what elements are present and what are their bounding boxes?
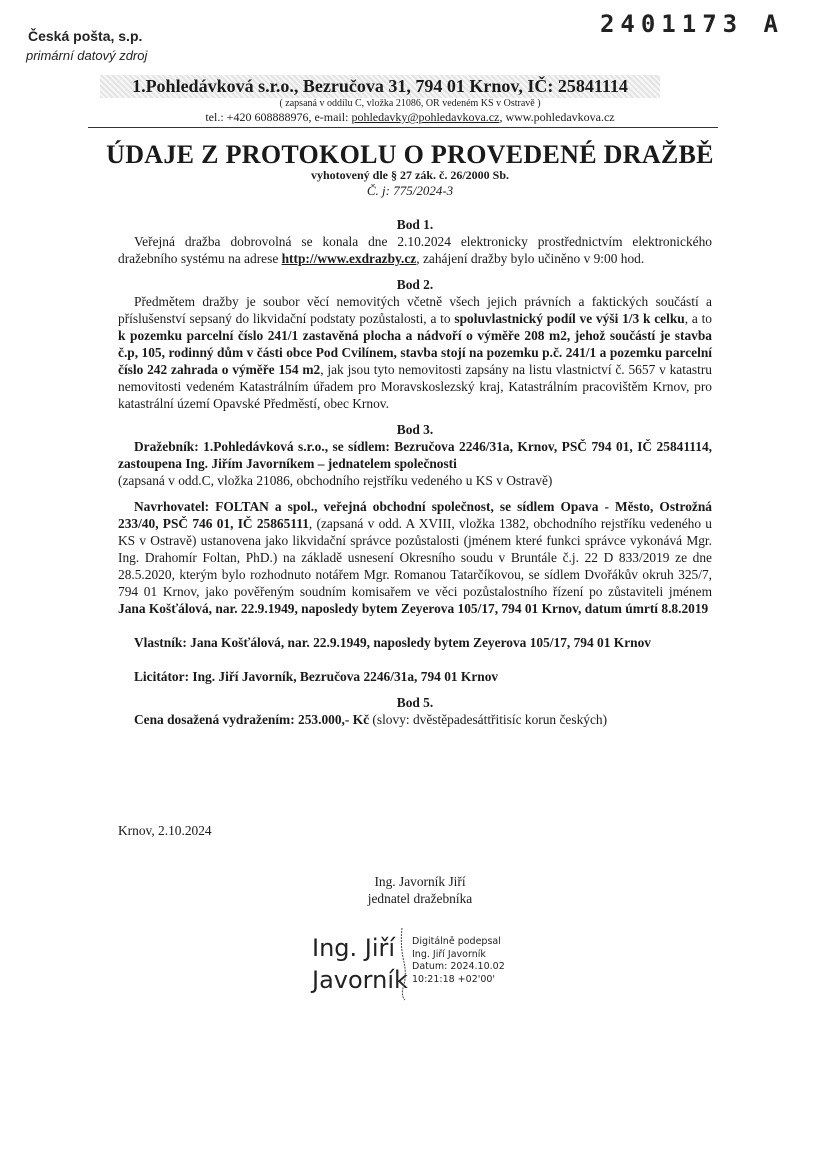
document-body bbox=[118, 216, 712, 728]
bod1-heading: Bod 1. bbox=[396, 217, 434, 232]
navrhovatel bbox=[118, 498, 712, 617]
drazebnik-note: (zapsaná v odd.C, vložka 21086, obchodního rejstříku vedeného u KS v Ostravě) bbox=[118, 473, 553, 488]
bod2-text bbox=[118, 293, 712, 412]
place-date: Krnov, 2.10.2024 bbox=[118, 823, 212, 838]
bod2-text-3: , jak jsou tyto nemovitosti zapsány na listu vlastnictví č. 5657 v katastru nemovitosti vedeném Katastrálním úřadem pro Moravskoslezský kraj, Katastrálním pracovištěm Krnov, pro katastrální území Opavské Předměstí, obec Krnov. bbox=[118, 362, 712, 411]
navrhovatel-deceased: Jana Košťálová, nar. 22.9.1949, naposledy bytem Zeyerova 105/17, 794 01 Krnov, datum úmrtí 8.8.2019 bbox=[118, 601, 709, 616]
reference-number-stamp: 2401173 A bbox=[599, 10, 784, 38]
digital-signature-name bbox=[312, 932, 408, 996]
signature-mark-icon bbox=[398, 926, 410, 1002]
vlastnik-bold: Vlastník: Jana Košťálová, nar. 22.9.1949, naposledy bytem Zeyerova 105/17, 794 01 Krnov bbox=[134, 635, 651, 650]
sig-info-line3: Datum: 2024.10.02 bbox=[412, 961, 505, 972]
navrhovatel-bold: Navrhovatel: FOLTAN a spol., veřejná obchodní společnost, se sídlem Opava - Město, Ostrožná 233/40, PSČ 746 01, IČ 25865111 bbox=[118, 499, 712, 531]
sig-name-line2: Javorník bbox=[312, 966, 408, 994]
drazebnik-bold: Dražebník: 1.Pohledávková s.r.o., se sídlem: Bezručova 2246/31a, Krnov, PSČ 794 01, IČ 25841114, zastoupena Ing. Jiřím Javorníkem – jednatelem společnosti bbox=[118, 439, 712, 471]
licitator bbox=[118, 668, 712, 685]
licitator-bold: Licitátor: Ing. Jiří Javorník, Bezručova 2246/31a, 794 01 Krnov bbox=[134, 669, 499, 684]
letterhead-registration: ( zapsaná v oddílu C, vložka 21086, OR vedeném KS v Ostravě ) bbox=[279, 98, 541, 109]
header-divider bbox=[88, 127, 718, 128]
sig-info-line4: 10:21:18 +02'00' bbox=[412, 973, 496, 985]
bod1-text bbox=[118, 233, 712, 267]
signer-block bbox=[330, 873, 510, 907]
price bbox=[118, 711, 712, 728]
digital-signature-info bbox=[412, 936, 505, 986]
bod2-text-2: , a to bbox=[684, 311, 712, 326]
document-title: ÚDAJE Z PROTOKOLU O PROVEDENÉ DRAŽBĚ bbox=[106, 140, 714, 169]
bod2-heading: Bod 2. bbox=[396, 277, 434, 292]
letterhead-contact bbox=[80, 110, 740, 125]
contact-suffix: , www.pohledavkova.cz bbox=[499, 110, 615, 124]
drazebnik bbox=[118, 438, 712, 472]
price-words: (slovy: dvěstěpadesáttřitisíc korun českých) bbox=[369, 712, 608, 727]
bod1-text-before: Veřejná dražba dobrovolná se konala dne 2.10.2024 elektronicky prostřednictvím elektronického dražebního systému na adrese bbox=[118, 234, 712, 266]
bod2-property: k pozemku parcelní číslo 241/1 zastavěná plocha a nádvoří o výměře 208 m2, jehož součástí je stavba č.p, 105, rodinný dům v části obce Pod Cvilínem, stavba stojí na pozemku p.č. 241/1 a pozemku parcelní číslo 242 zahrada o výměře 154 m2 bbox=[118, 328, 712, 377]
vlastnik bbox=[118, 634, 712, 651]
signer-role: jednatel dražebníka bbox=[367, 891, 473, 906]
source-label: Česká pošta, s.p. bbox=[28, 28, 143, 44]
bod2-share: spoluvlastnický podíl ve výši 1/3 k celku bbox=[454, 311, 685, 326]
email-link[interactable]: pohledavky@pohledavkova.cz bbox=[351, 110, 500, 124]
contact-prefix: tel.: +420 608888976, e-mail: bbox=[205, 110, 352, 124]
letterhead-company: 1.Pohledávková s.r.o., Bezručova 31, 794 01 Krnov, IČ: 25841114 bbox=[100, 75, 660, 98]
sig-info-line1: Digitálně podepsal bbox=[412, 936, 501, 947]
document-subtitle: vyhotovený dle § 27 zák. č. 26/2000 Sb. bbox=[310, 168, 509, 182]
sig-name-line1: Ing. Jiří bbox=[312, 934, 396, 962]
price-bold: Cena dosažená vydražením: 253.000,- Kč bbox=[134, 712, 370, 727]
signer-name: Ing. Javorník Jiří bbox=[374, 874, 466, 889]
bod3-heading: Bod 3. bbox=[396, 422, 434, 437]
bod1-text-after: , zahájení dražby bylo učiněno v 9:00 hod. bbox=[416, 251, 645, 266]
exdrazby-link[interactable]: http://www.exdrazby.cz bbox=[281, 251, 417, 266]
source-subtitle: primární datový zdroj bbox=[26, 48, 148, 63]
case-number: Č. j: 775/2024-3 bbox=[366, 183, 454, 198]
navrhovatel-text: , (zapsaná v odd. A XVIII, vložka 1382, obchodního rejstříku vedeného u KS v Ostravě) ustanovena jako likvidační správce pozůstalosti (jménem které funkci správce vykonává Mgr. Ing. Drahomír Foltan, PhD.) na základě usnesení Okresního soudu v Bruntále č.j. 22 D 833/2019 ze dne 28.5.2020, kterým bylo rozhodnuto notářem Mgr. Romanou Tatarčíkovou, se sídlem Dvořákův okruh 325/7, 794 01 Krnov, jako pověřeným soudním komisařem ve věci pozůstalostního řízení po zůstaviteli jménem bbox=[118, 516, 712, 599]
bod5-heading: Bod 5. bbox=[396, 695, 434, 710]
bod2-text-1: Předmětem dražby je soubor věcí nemovitých včetně všech jejich právních a faktických součástí a příslušenství sepsaný do likvidační podstaty pozůstalosti, a to bbox=[118, 294, 712, 326]
sig-info-line2: Ing. Jiří Javorník bbox=[412, 948, 486, 960]
